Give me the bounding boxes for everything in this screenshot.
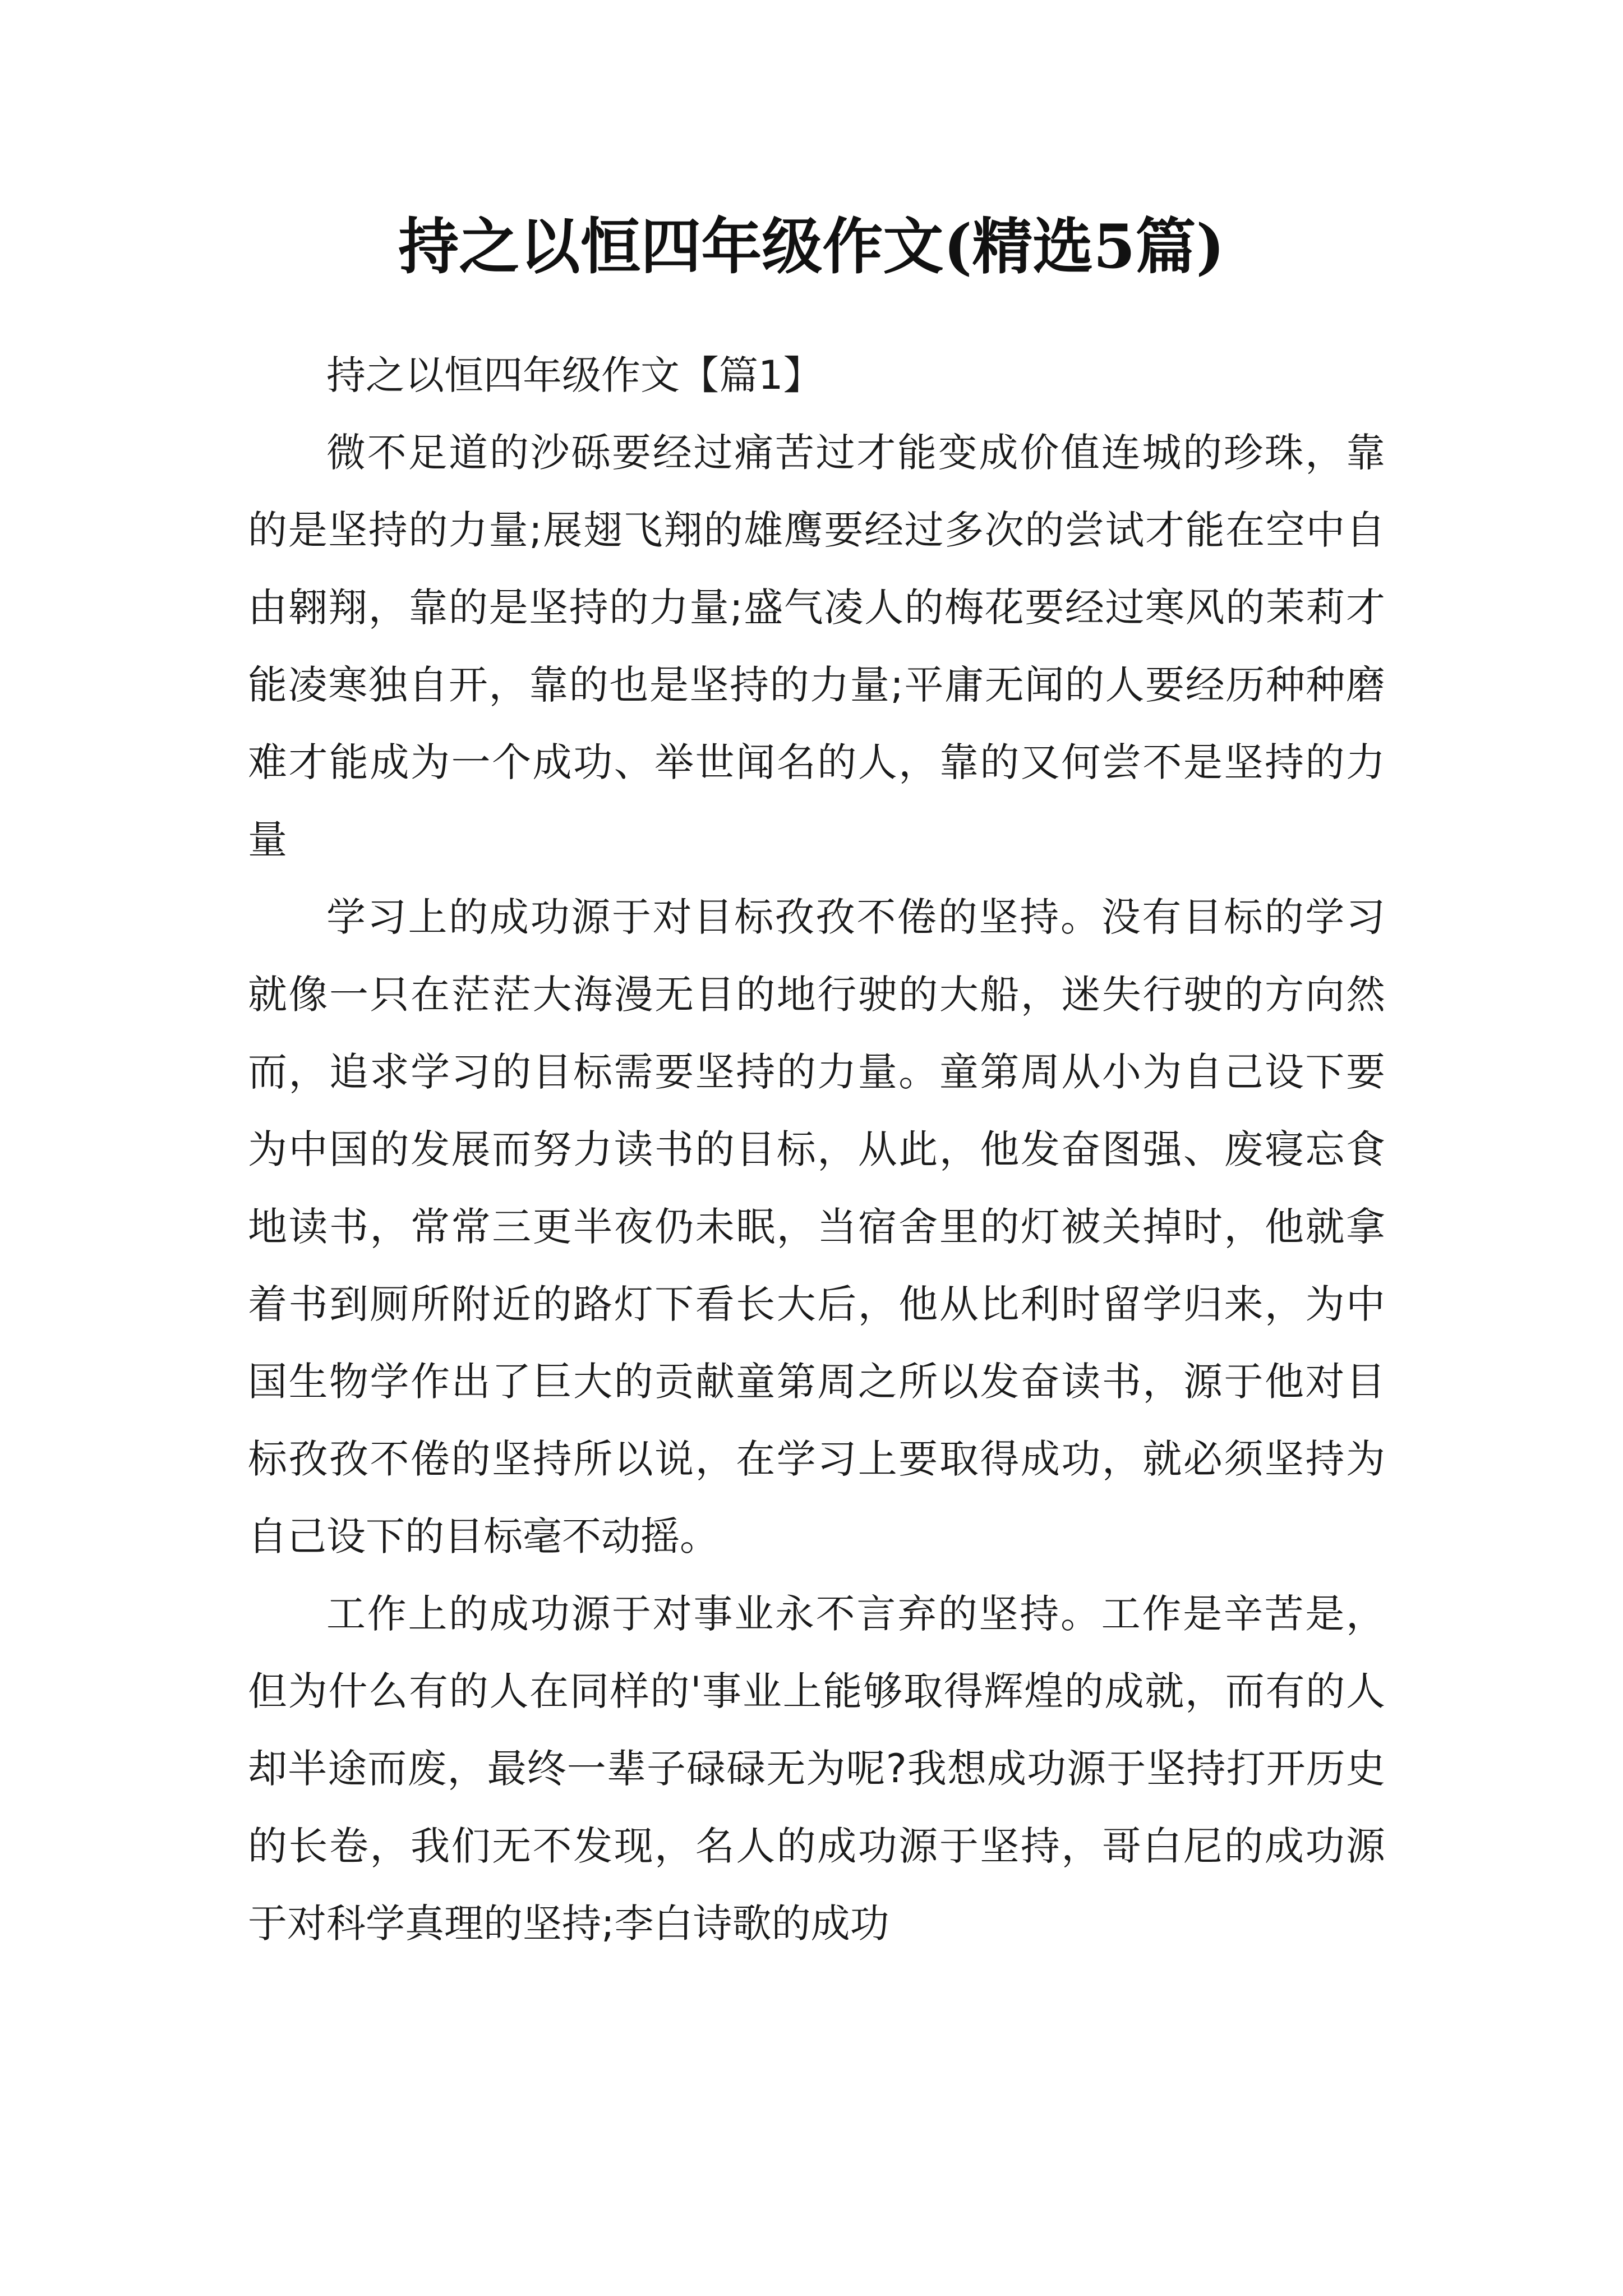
document-body xyxy=(248,337,1385,1962)
document-title: 持之以恒四年级作文(精选5篇) xyxy=(398,211,1225,282)
paragraph-2: 学习上的成功源于对目标孜孜不倦的坚持。没有目标的学习就像一只在茫茫大海漫无目的地行驶的大船，迷失行驶的方向然而，追求学习的目标需要坚持的力量。童第周从小为自己设下要为中国的发展而努力读书的目标，从此，他发奋图强、废寝忘食地读书，常常三更半夜仍未眠，当宿舍里的灯被关掉时，他就拿着书到厕所附近的路灯下看长大后，他从比利时留学归来，为中国生物学作出了巨大的贡献童第周之所以发奋读书，源于他对目标孜孜不倦的坚持所以说，在学习上要取得成功，就必须坚持为自己设下的目标毫不动摇。 xyxy=(248,894,1385,1559)
paragraph-3: 工作上的成功源于对事业永不言弃的坚持。工作是辛苦是，但为什么有的人在同样的'事业上能够取得辉煌的成就，而有的人却半途而废，最终一辈子碌碌无为呢?我想成功源于坚持打开历史的长卷，我们无不发现，名人的成功源于坚持，哥白尼的成功源于对科学真理的坚持;李白诗歌的成功 xyxy=(248,1591,1385,1947)
paragraph-1: 微不足道的沙砾要经过痛苦过才能变成价值连城的珍珠，靠的是坚持的力量;展翅飞翔的雄鹰要经过多次的尝试才能在空中自由翱翔，靠的是坚持的力量;盛气凌人的梅花要经过寒风的茉莉才能凌寒独自开，靠的也是坚持的力量;平庸无闻的人要经历种种磨难才能成为一个成功、举世闻名的人，靠的又何尝不是坚持的力量 xyxy=(248,430,1385,863)
section-heading: 持之以恒四年级作文【篇1】 xyxy=(326,352,823,398)
